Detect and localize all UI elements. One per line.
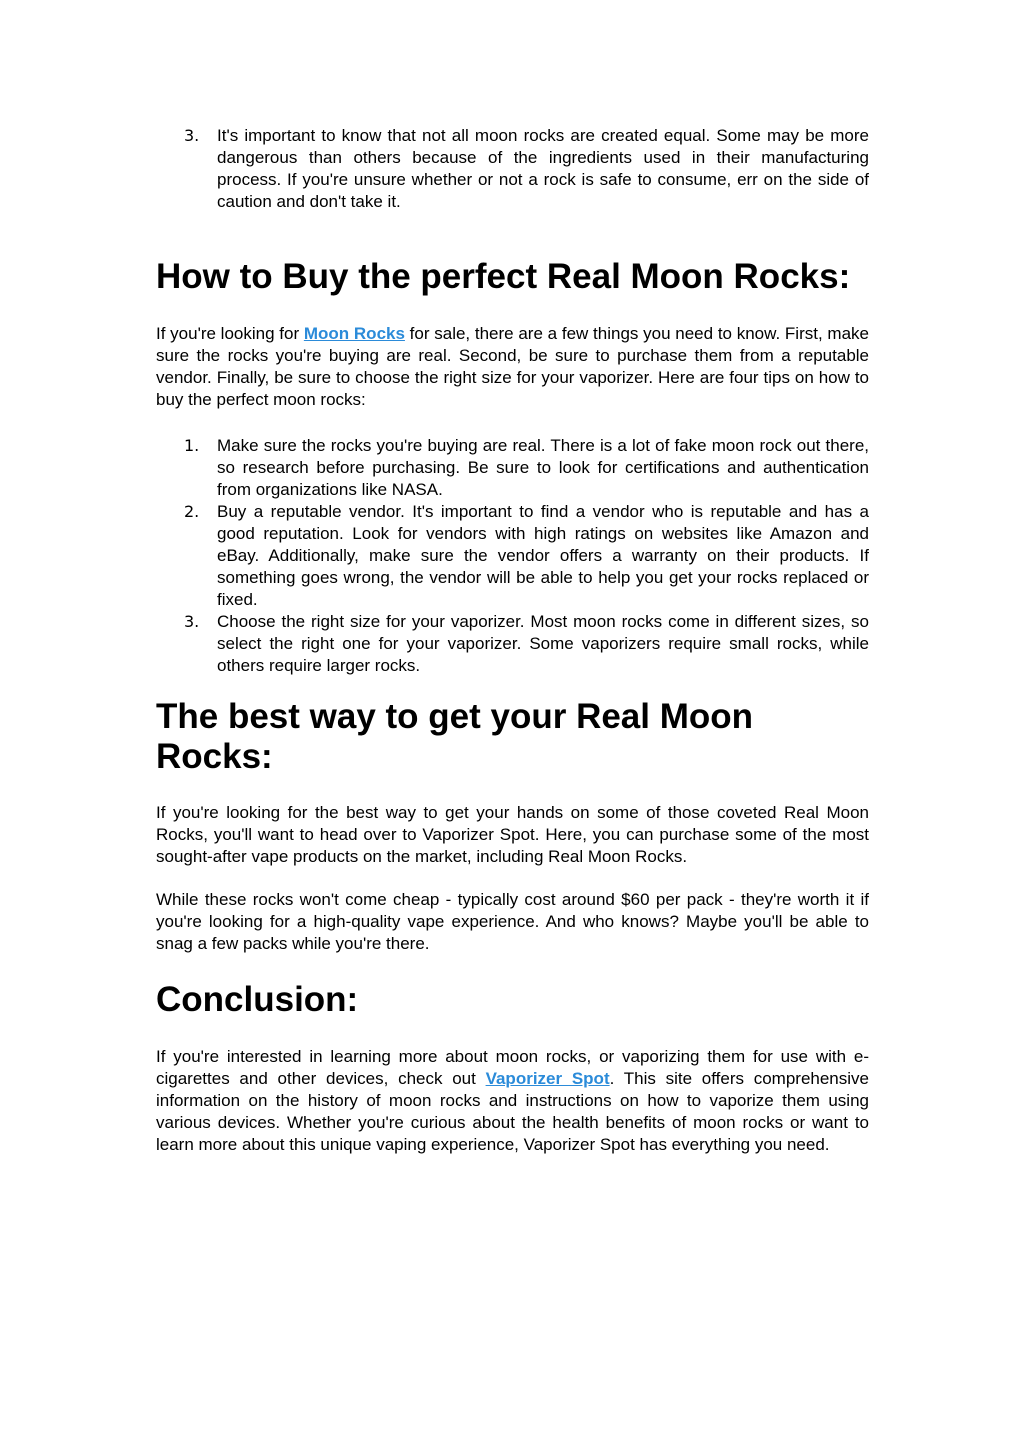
paragraph-text: If you're interested in learning more about moon rocks, or vaporizing them for use with e-cigarettes and other devices, check out [156, 1047, 869, 1088]
paragraph-best-2: While these rocks won't come cheap - typically cost around $60 per pack - they're worth it if you're looking for a high-quality vape experience. And who knows? Maybe you'll be able to snag a few packs while you're there. [156, 890, 869, 953]
page-content [156, 125, 869, 1156]
list-item-text: Make sure the rocks you're buying are real. There is a lot of fake moon rock out there, so research before purchasing. Be sure to look for certifications and authentication from organizations like NASA. [217, 436, 869, 499]
list-item [156, 435, 869, 501]
paragraph-best-1: If you're looking for the best way to get your hands on some of those coveted Real Moon Rocks, you'll want to head over to Vaporizer Spot. Here, you can purchase some of the most sought-after vape products on the market, including Real Moon Rocks. [156, 803, 869, 866]
list-item-text: It's important to know that not all moon rocks are created equal. Some may be more dangerous than others because of the ingredients used in their manufacturing process. If you're unsure whether or not a rock is safe to consume, err on the side of caution and don't take it. [217, 126, 869, 211]
heading-conclusion: Conclusion: [156, 980, 359, 1019]
paragraph-text: for sale, there are a few things you need to know. First, make sure the rocks you're buying are real. Second, be sure to purchase them from a reputable vendor. Finally, be sure to choose the right size for your vaporizer. Here are four tips on how to buy the perfect moon rocks: [156, 324, 869, 409]
list-item [156, 611, 869, 677]
list-item [156, 125, 869, 213]
vaporizer-spot-link[interactable]: Vaporizer Spot [485, 1069, 610, 1088]
paragraph-text: . This site offers comprehensive information on the history of moon rocks and instructions on how to vaporize them using various devices. Whether you're curious about the health benefits of moon rocks or want to learn more about this unique vaping experience, Vaporizer Spot has everything you need. [156, 1069, 869, 1154]
list-item [156, 501, 869, 611]
list-number: 3. [184, 612, 200, 631]
list-number: 3. [184, 126, 200, 145]
list-number: 1. [184, 436, 200, 455]
buy-tips-list [156, 435, 869, 677]
intro-list [156, 125, 869, 213]
paragraph-conclusion [156, 1046, 869, 1156]
list-item-text: Buy a reputable vendor. It's important to find a vendor who is reputable and has a good reputation. Look for vendors with high ratings on websites like Amazon and eBay. Additionally, make sure the vendor offers a warranty on their products. If something goes wrong, the vendor will be able to help you get your rocks replaced or fixed. [217, 502, 869, 609]
paragraph-buy-intro [156, 323, 869, 411]
list-number: 2. [184, 502, 200, 521]
moon-rocks-link[interactable]: Moon Rocks [303, 324, 405, 343]
heading-how-to-buy: How to Buy the perfect Real Moon Rocks: [156, 257, 851, 296]
heading-best-way: The best way to get your Real Moon Rocks: [156, 697, 754, 776]
paragraph-text: If you're looking for [156, 324, 304, 343]
list-item-text: Choose the right size for your vaporizer. Most moon rocks come in different sizes, so select the right one for your vaporizer. Some vaporizers require small rocks, while others require larger rocks. [217, 612, 869, 675]
